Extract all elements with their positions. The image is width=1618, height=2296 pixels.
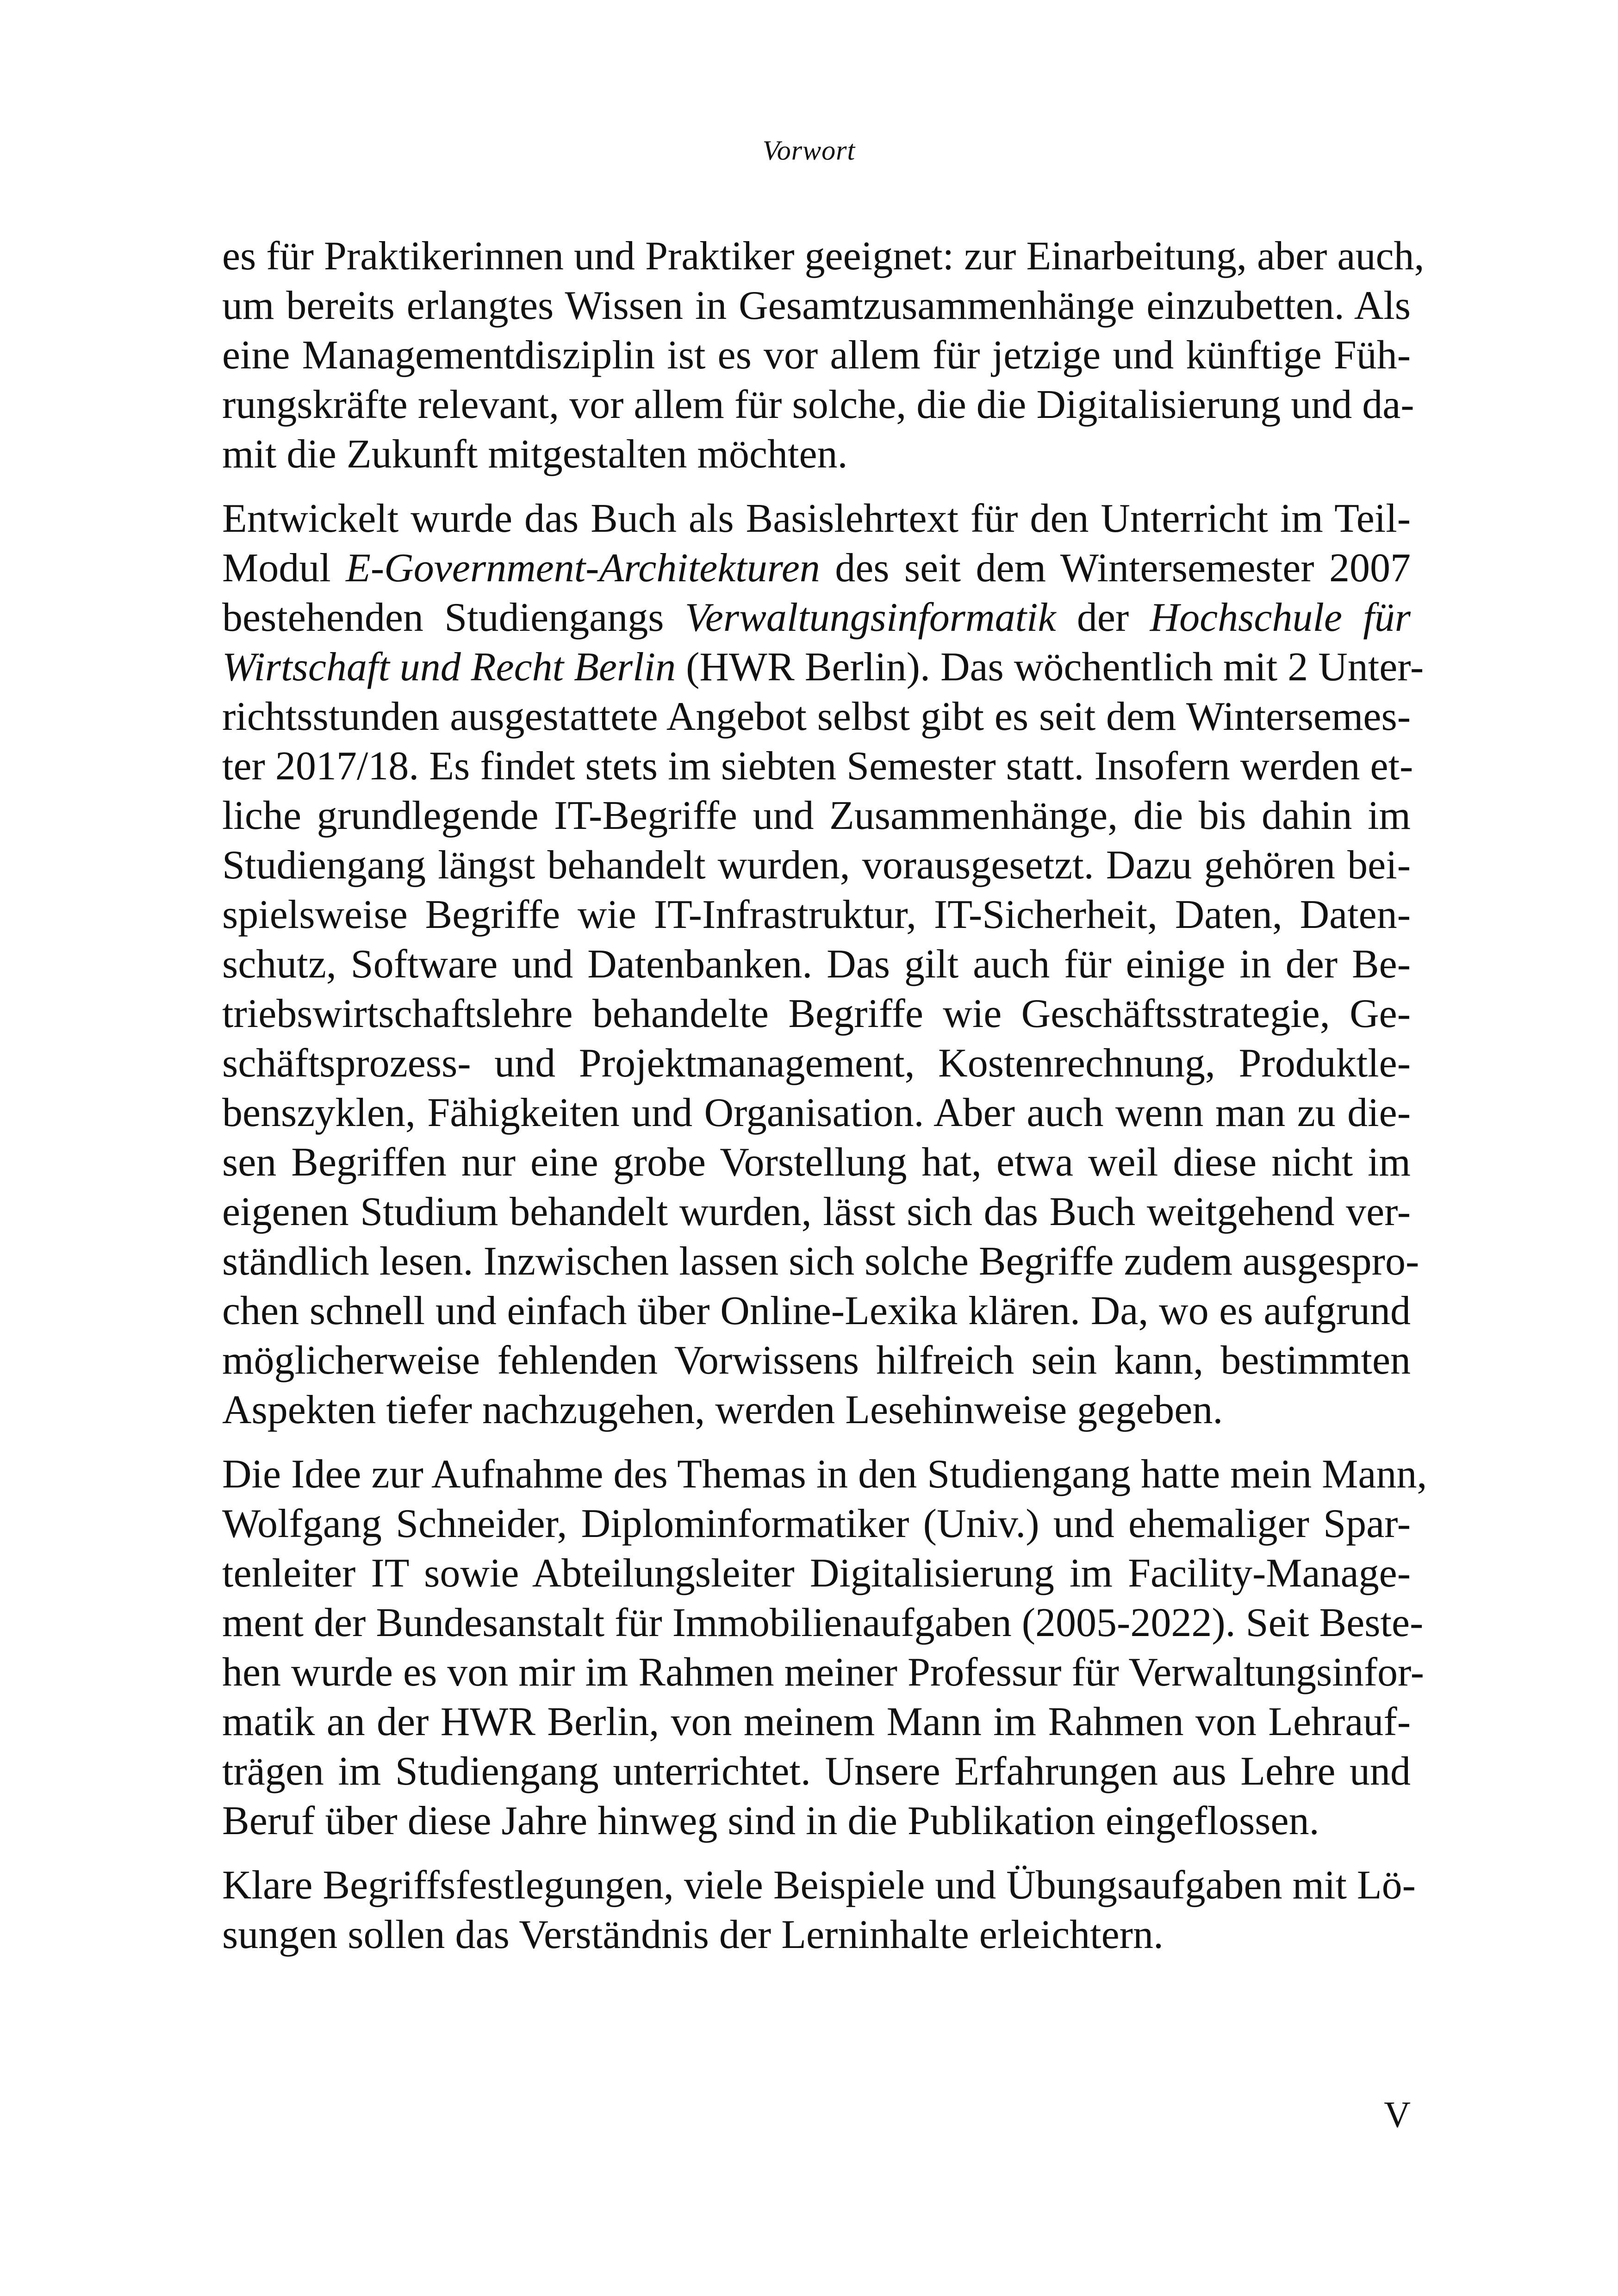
- text-line: ment der Bundesanstalt für Immobilienaufgaben (2005-2022). Seit Beste-: [222, 1600, 1424, 1645]
- text-line: möglicherweise fehlenden Vorwissens hilfreich sein kann, bestimmten: [222, 1338, 1411, 1383]
- text-line: Entwickelt wurde das Buch als Basislehrtext für den Unterricht im Teil-: [222, 496, 1411, 541]
- text-line: Aspekten tiefer nachzugehen, werden Lesehinweise gegeben.: [222, 1388, 1223, 1432]
- text-line: Beruf über diese Jahre hinweg sind in die Publikation eingeflossen.: [222, 1798, 1319, 1843]
- text-run: Modul: [222, 546, 346, 591]
- text-line: um bereits erlangtes Wissen in Gesamtzusammenhänge einzubetten. Als: [222, 283, 1411, 328]
- page-number: V: [1384, 2095, 1411, 2135]
- paragraph-3: [222, 1450, 1427, 1846]
- text-line: ständlich lesen. Inzwischen lassen sich solche Begriffe zudem ausgespro-: [222, 1239, 1419, 1284]
- text-line: matik an der HWR Berlin, von meinem Mann im Rahmen von Lehrauf-: [222, 1699, 1411, 1744]
- paragraph-2: [222, 494, 1424, 1435]
- body-text: [222, 231, 1427, 1974]
- text-line: sungen sollen das Verständnis der Lerninhalte erleichtern.: [222, 1912, 1164, 1957]
- text-line: benszyklen, Fähigkeiten und Organisation. Aber auch wenn man zu die-: [222, 1090, 1411, 1135]
- text-line: mit die Zukunft mitgestalten möchten.: [222, 432, 848, 477]
- text-line: sen Begriffen nur eine grobe Vorstellung hat, etwa weil diese nicht im: [222, 1140, 1411, 1185]
- text-run: des seit dem Wintersemester 2007: [820, 546, 1411, 591]
- text-line: liche grundlegende IT-Begriffe und Zusammenhänge, die bis dahin im: [222, 793, 1411, 838]
- text-line: Wolfgang Schneider, Diplominformatiker (Univ.) und ehemaliger Spar-: [222, 1501, 1411, 1546]
- text-line: Klare Begriffsfestlegungen, viele Beispiele und Übungsaufgaben mit Lö-: [222, 1863, 1416, 1908]
- text-line: eigenen Studium behandelt wurden, lässt sich das Buch weitgehend ver-: [222, 1189, 1411, 1234]
- university-name-part: Hochschule für: [1150, 595, 1411, 640]
- text-line: richtsstunden ausgestattete Angebot selbst gibt es seit dem Wintersemes-: [222, 694, 1411, 739]
- text-line-mixed: [222, 593, 1411, 642]
- text-line: tenleiter IT sowie Abteilungsleiter Digitalisierung im Facility-Manage-: [222, 1551, 1411, 1596]
- paragraph-1: [222, 231, 1425, 479]
- text-line: es für Praktikerinnen und Praktiker geeignet: zur Einarbeitung, aber auch,: [222, 234, 1425, 279]
- text-line: ter 2017/18. Es findet stets im siebten Semester statt. Insofern werden et-: [222, 744, 1413, 789]
- paragraph-4: [222, 1860, 1416, 1960]
- text-line: chen schnell und einfach über Online-Lexika klären. Da, wo es aufgrund: [222, 1288, 1411, 1333]
- text-line: schutz, Software und Datenbanken. Das gilt auch für einige in der Be-: [222, 942, 1411, 987]
- text-line: trägen im Studiengang unterrichtet. Unsere Erfahrungen aus Lehre und: [222, 1749, 1411, 1794]
- course-module-title: E-Government-Architekturen: [346, 546, 820, 591]
- program-title: Verwaltungsinformatik: [685, 595, 1056, 640]
- text-line: eine Managementdisziplin ist es vor allem für jetzige und künftige Füh-: [222, 333, 1411, 378]
- university-name-part: Wirtschaft und Recht Berlin: [222, 645, 676, 690]
- text-line: spielsweise Begriffe wie IT-Infrastruktur, IT-Sicherheit, Daten, Daten-: [222, 892, 1411, 937]
- text-line: Die Idee zur Aufnahme des Themas in den Studiengang hatte mein Mann,: [222, 1452, 1427, 1497]
- text-run: (HWR Berlin). Das wöchentlich mit 2 Unter-: [676, 645, 1424, 690]
- running-header: Vorwort: [762, 135, 856, 166]
- text-line: triebswirtschaftslehre behandelte Begriffe wie Geschäftsstrategie, Ge-: [222, 991, 1411, 1036]
- text-run: bestehenden Studiengangs: [222, 595, 685, 640]
- text-line: schäftsprozess- und Projektmanagement, Kostenrechnung, Produktle-: [222, 1041, 1411, 1086]
- text-line: Studiengang längst behandelt wurden, vorausgesetzt. Dazu gehören bei-: [222, 843, 1411, 888]
- text-run: der: [1056, 595, 1150, 640]
- text-line: hen wurde es von mir im Rahmen meiner Professur für Verwaltungsinfor-: [222, 1650, 1424, 1695]
- text-line-mixed: [222, 642, 1424, 692]
- text-line: rungskräfte relevant, vor allem für solche, die die Digitalisierung und da-: [222, 382, 1414, 427]
- text-line-mixed: [222, 543, 1411, 593]
